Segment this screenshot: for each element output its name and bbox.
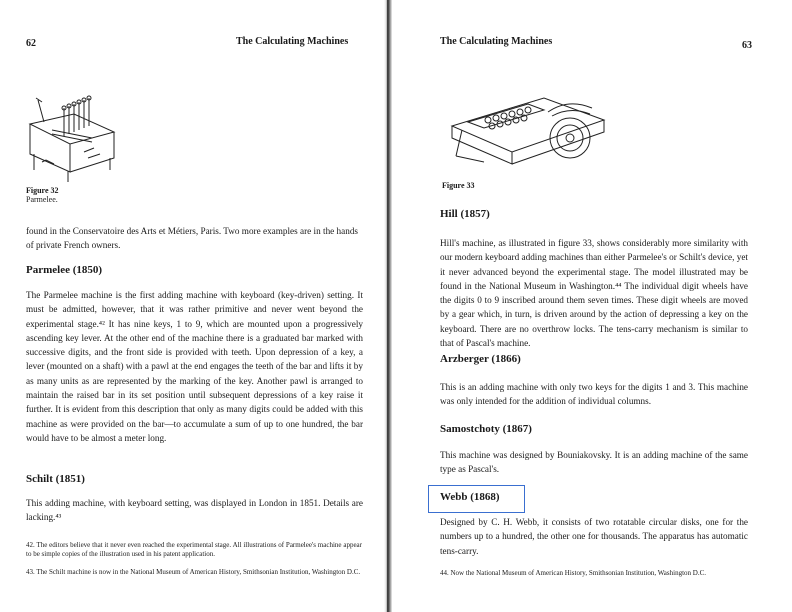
section-text-webb: Designed by C. H. Webb, it consists of two rotatable circular disks, one for the numbers up to a hundred, the other one for thousands. The apparatus has automatic tens-carry. xyxy=(440,517,748,556)
footnote-43: 43. The Schilt machine is now in the National Museum of American History, Smithsonian Institution, Washington D.C. xyxy=(26,568,361,576)
section-text-arzberger: This is an adding machine with only two keys for the digits 1 and 3. This machine was only intended for the addition of individual columns. xyxy=(440,382,748,407)
page-number: 62 xyxy=(26,38,36,49)
figure-label: Figure 33 xyxy=(442,181,475,190)
figure-caption-text: Parmelee. xyxy=(26,195,58,204)
right-page xyxy=(392,0,792,612)
running-head: The Calculating Machines xyxy=(236,36,349,47)
section-heading-hill: Hill (1857) xyxy=(440,208,490,220)
section-text-schilt: This adding machine, with keyboard setting, was displayed in London in 1851. Details are lacking.⁴³ xyxy=(26,498,363,523)
footnote-44: 44. Now the National Museum of American History, Smithsonian Institution, Washington D.C. xyxy=(440,569,706,577)
figure-label: Figure 32 xyxy=(26,186,59,195)
page-number: 63 xyxy=(742,40,752,51)
section-text-samostchoty: This machine was designed by Bouniakovsky. It is an adding machine of the same type as Pascal's. xyxy=(440,450,748,475)
hill-machine-illustration xyxy=(448,90,608,170)
book-gutter xyxy=(384,0,392,612)
highlight-box-webb xyxy=(428,485,525,513)
section-heading-webb: Webb (1868) xyxy=(440,491,500,503)
section-heading-samostchoty: Samostchoty (1867) xyxy=(440,423,532,435)
footnote-42: 42. The editors believe that it never even reached the experimental stage. All illustrations of Parmelee's machine appear to be simple copies of the illustration used in his patent application. xyxy=(26,541,362,558)
running-head: The Calculating Machines xyxy=(440,36,553,47)
intro-paragraph: found in the Conservatoire des Arts et Métiers, Paris. Two more examples are in the hands of private French owners. xyxy=(26,226,358,251)
section-heading-arzberger: Arzberger (1866) xyxy=(440,353,521,365)
figure-caption xyxy=(26,186,59,204)
section-text-parmelee: The Parmelee machine is the first adding machine with keyboard (key-driven) setting. It must be admitted, however, that it was rather primitive and never went beyond the experimental stage.⁴² It has nine keys, 1 to 9, which are mounted upon a progressively ascending key lever. At the other end of the machine there is a graduated bar marked with successive digits, and the front side is provided with teeth. Upon depression of a key, a lever (mounted on a shaft) with a pawl at the end engages the teeth of the bar and lifts it by as many units as are represented by the marking of the key. Another pawl is arranged to maintain the raised bar in its set position until subsequent depressions of a key raise it further. It is evident from this description that only as many digits could be added with this machine as were provided on the bar—to accumulate a sum of up to one hundred, the bar would have to be almost a meter long. xyxy=(26,290,363,443)
section-heading-schilt: Schilt (1851) xyxy=(26,473,85,485)
parmelee-machine-illustration xyxy=(22,92,122,184)
left-page xyxy=(0,0,384,612)
section-heading-parmelee: Parmelee (1850) xyxy=(26,264,103,276)
section-text-hill: Hill's machine, as illustrated in figure 33, shows considerably more similarity with our modern keyboard adding machines than either Parmelee's or Schilt's device, yet it never advanced beyond the experimental stage. The model illustrated may be found in the National Museum in Washington.⁴⁴ The individual digit wheels have the digits 0 to 9 inscribed around them seven times. These digit wheels are moved by a gear which, in turn, is driven around by the action of depressing a key on the keyboard. There are no overthrow locks. The tens-carry mechanism is similar to that of Pascal's machine. xyxy=(440,238,748,349)
